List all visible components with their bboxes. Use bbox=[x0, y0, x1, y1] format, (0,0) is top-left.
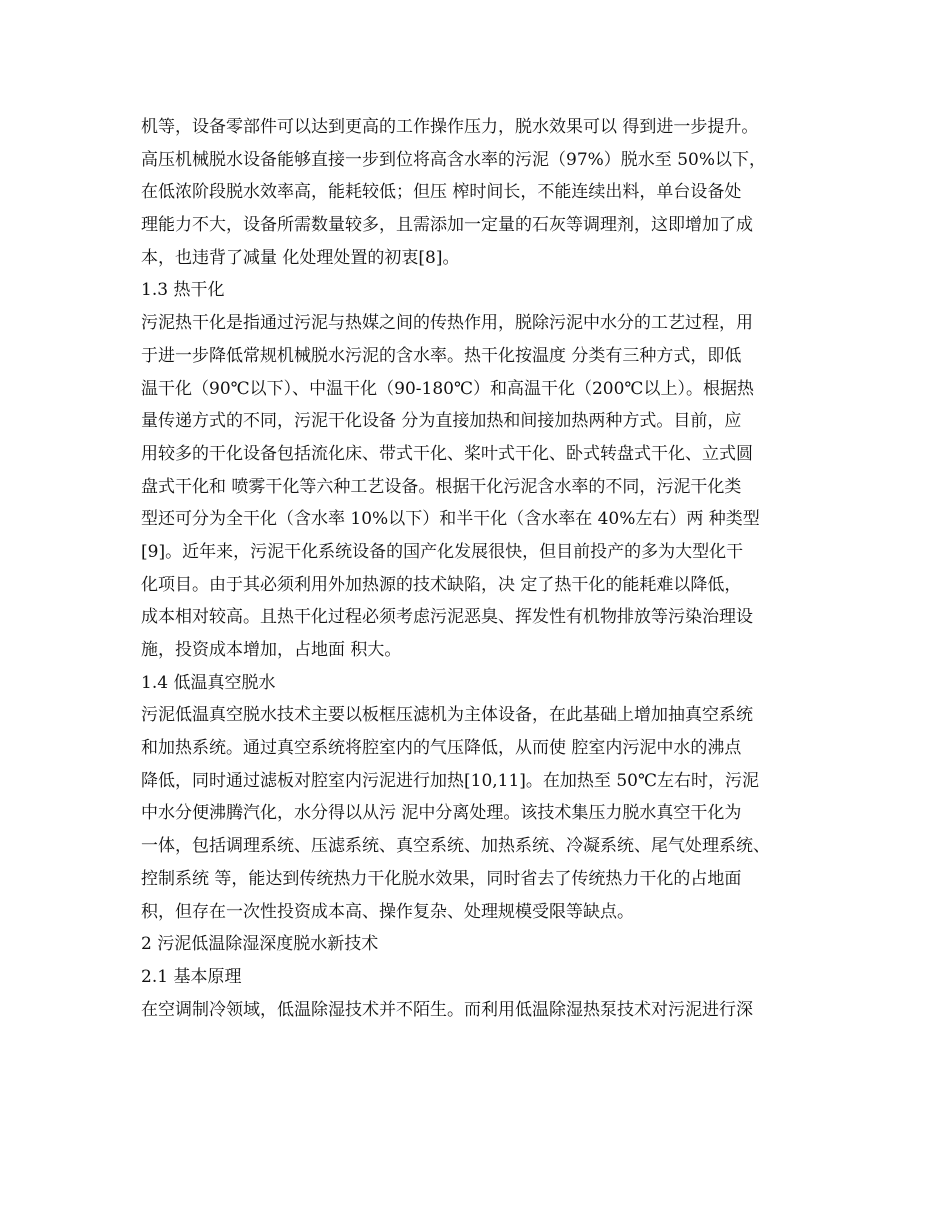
section-heading-2-1: 2.1 基本原理 bbox=[141, 966, 242, 987]
text-line: 降低，同时通过滤板对腔室内污泥进行加热[10,11]。在加热至 50℃左右时，污泥 bbox=[141, 770, 759, 791]
text-line: 中水分便沸腾汽化，水分得以从污 泥中分离处理。该技术集压力脱水真空干化为 bbox=[141, 803, 742, 824]
text-line: 理能力不大，设备所需数量较多，且需添加一定量的石灰等调理剂，这即增加了成 bbox=[141, 215, 753, 236]
text-line: 污泥低温真空脱水技术主要以板框压滤机为主体设备，在此基础上增加抽真空系统 bbox=[141, 705, 753, 726]
section-heading-1-3: 1.3 热干化 bbox=[141, 280, 225, 301]
text-line: 施，投资成本增加，占地面 积大。 bbox=[141, 640, 402, 660]
text-line: 在低浓阶段脱水效率高，能耗较低；但压 榨时间长，不能连续出料，单台设备处 bbox=[141, 182, 742, 203]
text-line: 一体，包括调理系统、压滤系统、真空系统、加热系统、冷凝系统、尾气处理系统、 bbox=[141, 836, 770, 857]
text-line: 污泥热干化是指通过污泥与热媒之间的传热作用，脱除污泥中水分的工艺过程，用 bbox=[141, 313, 753, 334]
text-line: 本，也违背了减量 化处理处置的初衷[8]。 bbox=[141, 247, 460, 268]
text-line: 于进一步降低常规机械脱水污泥的含水率。热干化按温度 分类有三种方式，即低 bbox=[141, 345, 742, 366]
text-line: 成本相对较高。且热干化过程必须考虑污泥恶臭、挥发性有机物排放等污染治理设 bbox=[141, 607, 753, 628]
text-line: 型还可分为全干化（含水率 10%以下）和半干化（含水率在 40%左右）两 种类型 bbox=[141, 509, 760, 530]
body-text bbox=[141, 111, 821, 1026]
text-line: 高压机械脱水设备能够直接一步到位将高含水率的污泥（97%）脱水至 50%以下， bbox=[141, 149, 766, 170]
section-heading-1-4: 1.4 低温真空脱水 bbox=[141, 672, 276, 693]
text-line: 在空调制冷领域，低温除湿技术并不陌生。而利用低温除湿热泵技术对污泥进行深 bbox=[141, 999, 753, 1020]
text-line: 积，但存在一次性投资成本高、操作复杂、处理规模受限等缺点。 bbox=[141, 901, 634, 922]
text-line: 用较多的干化设备包括流化床、带式干化、桨叶式干化、卧式转盘式干化、立式圆 bbox=[141, 443, 753, 464]
text-line: [9]。近年来，污泥干化系统设备的国产化发展很快，但目前投产的多为大型化干 bbox=[141, 541, 744, 562]
text-line: 盘式干化和 喷雾干化等六种工艺设备。根据干化污泥含水率的不同，污泥干化类 bbox=[141, 476, 742, 497]
text-line: 温干化（90℃以下）、中温干化（90-180℃）和高温干化（200℃以上）。根据热 bbox=[141, 378, 754, 399]
text-line: 量传递方式的不同，污泥干化设备 分为直接加热和间接加热两种方式。目前，应 bbox=[141, 411, 742, 432]
section-heading-2: 2 污泥低温除湿深度脱水新技术 bbox=[141, 934, 379, 955]
text-line: 和加热系统。通过真空系统将腔室内的气压降低，从而使 腔室内污泥中水的沸点 bbox=[141, 738, 742, 759]
text-line: 化项目。由于其必须利用外加热源的技术缺陷，决 定了热干化的能耗难以降低， bbox=[141, 574, 742, 595]
text-line: 控制系统 等，能达到传统热力干化脱水效果，同时省去了传统热力干化的占地面 bbox=[141, 868, 742, 889]
text-line: 机等，设备零部件可以达到更高的工作操作压力，脱水效果可以 得到进一步提升。 bbox=[141, 117, 759, 137]
